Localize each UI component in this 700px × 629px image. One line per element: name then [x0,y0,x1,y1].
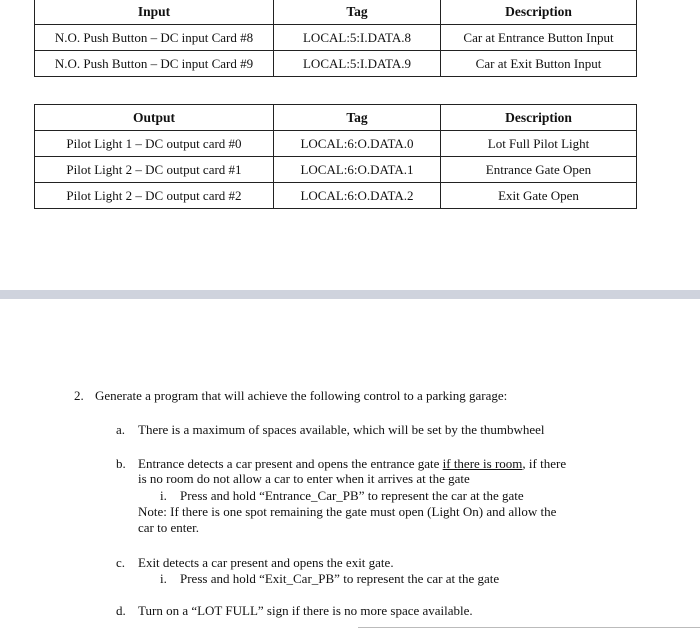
tag-header: Tag [274,105,441,131]
table-row [35,157,637,183]
question-prompt: Generate a program that will achieve the following control to a parking garage: [95,388,508,403]
tag-cell: LOCAL:6:O.DATA.1 [274,157,441,183]
tag-cell: LOCAL:5:I.DATA.8 [274,25,441,51]
item-c-sub-label: i. [160,571,167,586]
input-table [34,0,637,77]
item-b-note-line1: Note: If there is one spot remaining the gate must open (Light On) and allow the [138,504,557,519]
item-b-line1 [138,456,566,471]
output-cell: Pilot Light 1 – DC output card #0 [35,131,274,157]
output-cell: Pilot Light 2 – DC output card #2 [35,183,274,209]
input-header: Input [35,0,274,25]
input-table-header-row [35,0,637,25]
tag-cell: LOCAL:6:O.DATA.0 [274,131,441,157]
tag-cell: LOCAL:5:I.DATA.9 [274,51,441,77]
item-d-label: d. [116,603,126,618]
table-row [35,183,637,209]
item-b-line2: is no room do not allow a car to enter when it arrives at the gate [138,471,470,486]
item-c-sub-text: Press and hold “Exit_Car_PB” to represent the car at the gate [180,571,500,586]
item-b-sub-label: i. [160,488,167,503]
tag-cell: LOCAL:6:O.DATA.2 [274,183,441,209]
footer-rule [358,627,700,628]
question-number: 2. [74,388,84,403]
item-d-text: Turn on a “LOT FULL” sign if there is no more space available. [138,603,473,618]
description-cell: Exit Gate Open [441,183,637,209]
item-b-note-line2: car to enter. [138,520,199,535]
output-cell: Pilot Light 2 – DC output card #1 [35,157,274,183]
page-divider [0,290,700,299]
item-b-sub-text: Press and hold “Entrance_Car_PB” to represent the car at the gate [180,488,524,503]
output-table [34,104,637,209]
output-header: Output [35,105,274,131]
description-cell: Car at Entrance Button Input [441,25,637,51]
description-header: Description [441,0,637,25]
input-cell: N.O. Push Button – DC input Card #8 [35,25,274,51]
item-b-line1-pre: Entrance detects a car present and opens the entrance gate [138,456,443,471]
table-row [35,25,637,51]
item-a-text: There is a maximum of spaces available, which will be set by the thumbwheel [138,422,545,437]
input-cell: N.O. Push Button – DC input Card #9 [35,51,274,77]
table-row [35,131,637,157]
item-c-label: c. [116,555,126,570]
item-b-label: b. [116,456,126,471]
item-a-label: a. [116,422,126,437]
description-cell: Entrance Gate Open [441,157,637,183]
tag-header: Tag [274,0,441,25]
table-row [35,51,637,77]
description-cell: Lot Full Pilot Light [441,131,637,157]
description-header: Description [441,105,637,131]
description-cell: Car at Exit Button Input [441,51,637,77]
item-b-underlined: if there is room [442,456,523,471]
output-table-header-row [35,105,637,131]
item-b-line1-post: , if there [522,456,567,471]
item-c-text: Exit detects a car present and opens the exit gate. [138,555,394,570]
